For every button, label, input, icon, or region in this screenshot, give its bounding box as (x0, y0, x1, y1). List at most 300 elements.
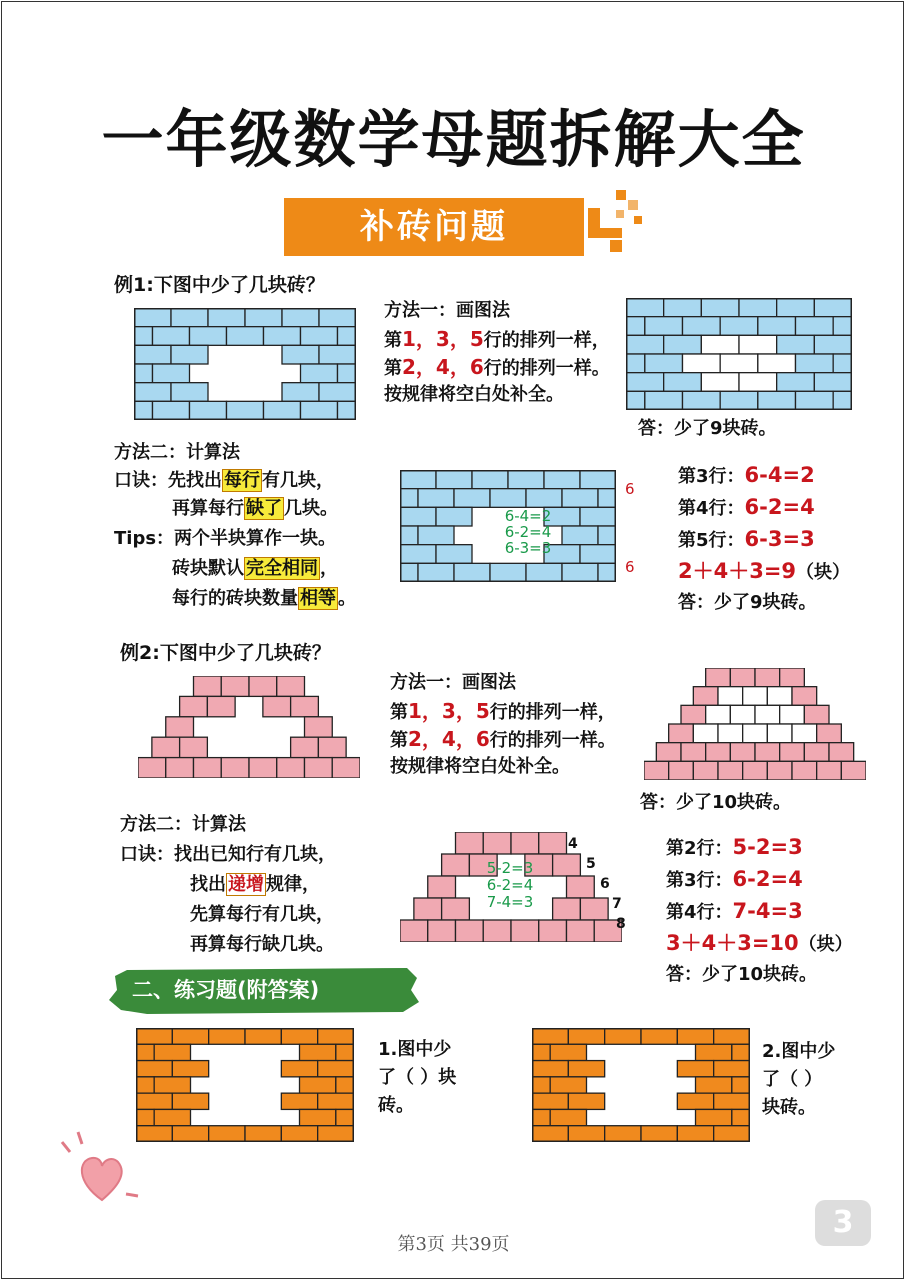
ex1-method2-tips2: 砖块默认 完全相同 ， (172, 558, 338, 579)
brick (227, 401, 264, 420)
example1-wall-completed (626, 298, 852, 410)
brick (683, 317, 721, 336)
brick (194, 758, 222, 778)
brick (796, 391, 834, 410)
brick (171, 308, 208, 327)
ex2-row-count: 6 (600, 876, 610, 892)
ex1-method1-line1: 第1，3，5行的排列一样， (384, 327, 610, 351)
brick (154, 1044, 190, 1060)
filled-brick (743, 687, 768, 706)
ex2-method1-answer: 答：少了10块砖。 (640, 792, 792, 813)
ex1-inner-equations (490, 508, 566, 556)
brick (796, 317, 834, 336)
brick (318, 1028, 354, 1044)
brick (626, 373, 664, 392)
brick (532, 1044, 550, 1060)
brick (134, 383, 171, 402)
brick (532, 1126, 568, 1142)
ex2-method1-line3: 按规律将空白处补全。 (390, 756, 570, 777)
brick (456, 920, 484, 942)
brick (264, 401, 301, 420)
exercise-heading: 二、练习题(附答案) (132, 978, 320, 1002)
brick (568, 1061, 604, 1077)
brick (767, 761, 792, 780)
filled-brick (792, 724, 817, 743)
brick (626, 335, 664, 354)
example2-question: 例2:下图中少了几块砖？ (120, 642, 331, 664)
brick (833, 354, 852, 373)
brick (568, 1028, 604, 1044)
exercise1-wall (136, 1028, 354, 1142)
ex1-inner-eq: 6-3=3 (504, 539, 552, 557)
ex1-calc-row: 第4行：6-2=4 (678, 495, 815, 519)
brick (134, 308, 171, 327)
example2-wall-with-hole (138, 676, 360, 778)
filled-brick (701, 335, 739, 354)
brick (780, 668, 805, 687)
ex2-method2-rhyme1: 口诀：找出已知行有几块， (120, 844, 336, 865)
ex2-method2-title: 方法二：计算法 (120, 814, 246, 835)
brick (605, 1028, 641, 1044)
brick (454, 489, 490, 508)
ex2-calc-sum: 3＋4＋3=10（块） (666, 931, 853, 955)
brick (428, 920, 456, 942)
brick (305, 758, 333, 778)
ex1-method1-answer: 答：少了9块砖。 (638, 418, 777, 439)
ex1-row-count-top: 6 (625, 480, 635, 498)
brick (755, 668, 780, 687)
ex2-method2-rhyme2: 找出 递增 规律， (190, 874, 320, 895)
brick (732, 1044, 750, 1060)
brick (683, 391, 721, 410)
brick (436, 507, 472, 526)
brick (136, 1093, 172, 1109)
ex2-row-count: 8 (616, 916, 626, 932)
exercise2-wall (532, 1028, 750, 1142)
brick (454, 563, 490, 582)
brick (221, 758, 249, 778)
brick (562, 489, 598, 508)
brick (180, 696, 208, 716)
brick (209, 1126, 245, 1142)
brick (180, 737, 208, 757)
brick (338, 364, 357, 383)
brick (483, 920, 511, 942)
brick (400, 920, 428, 942)
brick (300, 1077, 336, 1093)
brick (526, 563, 562, 582)
brick (282, 383, 319, 402)
ex2-method1-title: 方法一：画图法 (390, 672, 516, 693)
brick (245, 308, 282, 327)
brick (153, 327, 190, 346)
exercise2-question: 2.图中少 了（ ） 块砖。 (762, 1041, 836, 1118)
brick (553, 854, 581, 876)
brick (281, 1028, 317, 1044)
brick (539, 920, 567, 942)
section-banner-label: 补砖问题 (360, 207, 508, 247)
brick (318, 1126, 354, 1142)
brick (277, 676, 305, 696)
brick (400, 563, 418, 582)
brick (626, 317, 645, 336)
ex2-calc-answer: 答：少了10块砖。 (666, 964, 818, 985)
brick (282, 345, 319, 364)
brick (194, 676, 222, 696)
brick (319, 308, 356, 327)
brick (532, 1061, 568, 1077)
brick (706, 668, 731, 687)
brick (833, 391, 852, 410)
brick (153, 364, 190, 383)
brick (681, 705, 706, 724)
brick (664, 373, 702, 392)
brick (172, 1061, 208, 1077)
worksheet-page (1, 1, 904, 1279)
brick (626, 354, 645, 373)
ex2-row-count: 4 (568, 836, 578, 852)
brick (436, 470, 472, 489)
brick (664, 298, 702, 317)
ex2-calc-row: 第4行：7-4=3 (666, 899, 803, 923)
brick (656, 743, 681, 762)
ex1-method1-line2: 第2，4，6行的排列一样。 (384, 355, 610, 379)
brick (777, 298, 815, 317)
brick (693, 761, 718, 780)
brick (483, 832, 511, 854)
brick (720, 391, 758, 410)
page-number-badge: 3 (815, 1200, 871, 1246)
brick (318, 1093, 354, 1109)
filled-brick (720, 354, 758, 373)
ex1-method2-tips: Tips：两个半块算作一块。 (114, 528, 337, 549)
brick (544, 470, 580, 489)
brick (714, 1093, 750, 1109)
brick (641, 1126, 677, 1142)
brick (833, 317, 852, 336)
brick (580, 470, 616, 489)
brick (400, 489, 418, 508)
brick (336, 1077, 354, 1093)
brick (245, 1028, 281, 1044)
brick (743, 761, 768, 780)
brick (567, 876, 595, 898)
brick (539, 832, 567, 854)
brick (336, 1109, 354, 1125)
brick (134, 327, 153, 346)
brick (693, 687, 718, 706)
brick (568, 1093, 604, 1109)
brick (171, 345, 208, 364)
brick (301, 327, 338, 346)
brick (829, 743, 854, 762)
brick (134, 345, 171, 364)
brick (264, 327, 301, 346)
ex2-calc-row: 第2行：5-2=3 (666, 835, 803, 859)
brick (319, 345, 356, 364)
brick (301, 364, 338, 383)
brick (171, 383, 208, 402)
brick (758, 317, 796, 336)
brick (490, 563, 526, 582)
brick (780, 743, 805, 762)
filled-brick (701, 373, 739, 392)
ex1-inner-eq: 6-4=2 (504, 507, 552, 525)
brick (291, 737, 319, 757)
brick (166, 717, 194, 737)
brick (677, 1093, 713, 1109)
brick (263, 696, 291, 716)
filled-brick (767, 687, 792, 706)
filled-brick (758, 354, 796, 373)
brick (134, 364, 153, 383)
ex2-row-count: 7 (612, 896, 622, 912)
brick (841, 761, 866, 780)
ex1-method2-tips3: 每行的砖块数量 相等 。 (172, 588, 356, 609)
exercise1-question: 1.图中少 了（ ）块 砖。 (378, 1039, 457, 1116)
brick (281, 1093, 317, 1109)
ex1-calc-row: 第3行：6-4=2 (678, 463, 815, 487)
brick (696, 1044, 732, 1060)
brick (400, 545, 436, 564)
brick (442, 898, 470, 920)
brick (553, 898, 581, 920)
brick (136, 1044, 154, 1060)
brick (154, 1109, 190, 1125)
brick (777, 335, 815, 354)
brick (319, 383, 356, 402)
brick (208, 308, 245, 327)
filled-brick (743, 724, 768, 743)
banner-pixel-decoration (588, 188, 648, 254)
brick (281, 1126, 317, 1142)
brick (166, 758, 194, 778)
brick (814, 298, 852, 317)
ex2-calc-row: 第3行：6-2=4 (666, 867, 803, 891)
brick (598, 526, 616, 545)
brick (136, 1028, 172, 1044)
brick (428, 876, 456, 898)
filled-brick (780, 705, 805, 724)
brick (221, 676, 249, 696)
brick (669, 724, 694, 743)
brick (190, 401, 227, 420)
brick (645, 354, 683, 373)
ex1-row-count-bottom: 6 (625, 558, 635, 576)
brick (796, 354, 834, 373)
filled-brick (739, 373, 777, 392)
brick (154, 1077, 190, 1093)
ex2-row-count: 5 (586, 856, 596, 872)
brick (677, 1126, 713, 1142)
brick (418, 526, 454, 545)
brick (318, 737, 346, 757)
brick (562, 526, 598, 545)
brick (817, 724, 842, 743)
brick (626, 391, 645, 410)
brick (277, 758, 305, 778)
page-title: 一年级数学母题拆解大全 (101, 103, 806, 176)
ex1-method2-rhyme1: 口诀：先找出 每行 有几块， (114, 470, 334, 491)
brick (282, 308, 319, 327)
brick (436, 545, 472, 564)
filled-brick (730, 705, 755, 724)
brick (490, 489, 526, 508)
brick (281, 1061, 317, 1077)
ex1-method1-line3: 按规律将空白处补全。 (384, 384, 564, 405)
brick (291, 696, 319, 716)
brick (301, 401, 338, 420)
brick (153, 401, 190, 420)
ex2-inner-eq: 5-2=3 (486, 859, 534, 877)
brick (550, 1077, 586, 1093)
brick (664, 335, 702, 354)
brick (400, 507, 436, 526)
brick (626, 298, 664, 317)
brick (568, 1126, 604, 1142)
brick (645, 317, 683, 336)
filled-brick (706, 705, 731, 724)
brick (645, 391, 683, 410)
ex1-calc-row: 第5行：6-3=3 (678, 527, 815, 551)
brick (138, 758, 166, 778)
brick (598, 489, 616, 508)
brick (136, 1077, 154, 1093)
brick (701, 298, 739, 317)
brick (696, 1077, 732, 1093)
brick (714, 1061, 750, 1077)
brick (730, 668, 755, 687)
brick (136, 1109, 154, 1125)
brick (305, 717, 333, 737)
brick (336, 1044, 354, 1060)
brick (511, 832, 539, 854)
brick (605, 1126, 641, 1142)
brick (792, 687, 817, 706)
ex2-inner-eq: 6-2=4 (486, 876, 534, 894)
brick (732, 1109, 750, 1125)
brick (338, 327, 357, 346)
brick (472, 470, 508, 489)
brick (511, 920, 539, 942)
brick (300, 1109, 336, 1125)
brick (190, 327, 227, 346)
brick (508, 470, 544, 489)
brick (714, 1028, 750, 1044)
ex1-method2-rhyme2: 再算每行 缺了 几块。 (172, 498, 338, 519)
brick (550, 1109, 586, 1125)
brick (249, 758, 277, 778)
brick (641, 1028, 677, 1044)
brick (414, 898, 442, 920)
ex2-method2-rhyme4: 再算每行缺几块。 (190, 934, 334, 955)
brick (720, 317, 758, 336)
brick (739, 298, 777, 317)
brick (172, 1093, 208, 1109)
example1-question: 例1:下图中少了几块砖？ (114, 274, 325, 296)
brick (136, 1061, 172, 1077)
brick (532, 1093, 568, 1109)
example2-wall-completed (644, 668, 866, 780)
ex1-calc-sum: 2＋4＋3=9（块） (678, 559, 851, 583)
filled-brick (718, 687, 743, 706)
brick (706, 743, 731, 762)
example1-wall-with-hole (134, 308, 356, 420)
brick (792, 761, 817, 780)
brick (755, 743, 780, 762)
brick (718, 761, 743, 780)
brick (172, 1126, 208, 1142)
brick (318, 1061, 354, 1077)
brick (442, 854, 470, 876)
ex1-method1-title: 方法一：画图法 (384, 300, 510, 321)
brick (134, 401, 153, 420)
brick (669, 761, 694, 780)
brick (681, 743, 706, 762)
brick (714, 1126, 750, 1142)
brick (172, 1028, 208, 1044)
brick (777, 373, 815, 392)
brick (644, 761, 669, 780)
brick (400, 526, 418, 545)
brick (400, 470, 436, 489)
brick (418, 489, 454, 508)
brick (817, 761, 842, 780)
ex2-method2-rhyme3: 先算每行有几块， (190, 904, 334, 925)
heart-icon (56, 1130, 146, 1210)
filled-brick (693, 724, 718, 743)
brick (532, 1077, 550, 1093)
brick (580, 507, 616, 526)
brick (677, 1028, 713, 1044)
brick (567, 920, 595, 942)
brick (338, 401, 357, 420)
ex2-inner-equations (474, 860, 546, 911)
brick (152, 737, 180, 757)
brick (580, 898, 608, 920)
brick (207, 696, 235, 716)
brick (332, 758, 360, 778)
brick (300, 1044, 336, 1060)
filled-brick (718, 724, 743, 743)
ex1-method2-title: 方法二：计算法 (114, 442, 240, 463)
ex1-calc-rows (678, 460, 850, 618)
brick (598, 563, 616, 582)
brick (550, 1044, 586, 1060)
brick (677, 1061, 713, 1077)
brick (804, 743, 829, 762)
ex2-method1-line1: 第1，3，5行的排列一样， (390, 699, 616, 723)
brick (532, 1028, 568, 1044)
filled-brick (767, 724, 792, 743)
brick (562, 563, 598, 582)
brick (580, 545, 616, 564)
ex2-calc-rows (666, 832, 853, 990)
brick (730, 743, 755, 762)
brick (418, 563, 454, 582)
page-footer: 第3页 共39页 (397, 1234, 510, 1255)
brick (696, 1109, 732, 1125)
ex2-inner-eq: 7-4=3 (486, 893, 534, 911)
filled-brick (683, 354, 721, 373)
brick (456, 832, 484, 854)
ex1-calc-answer: 答：少了9块砖。 (678, 592, 817, 613)
brick (804, 705, 829, 724)
brick (814, 335, 852, 354)
brick (227, 327, 264, 346)
brick (249, 676, 277, 696)
brick (532, 1109, 550, 1125)
